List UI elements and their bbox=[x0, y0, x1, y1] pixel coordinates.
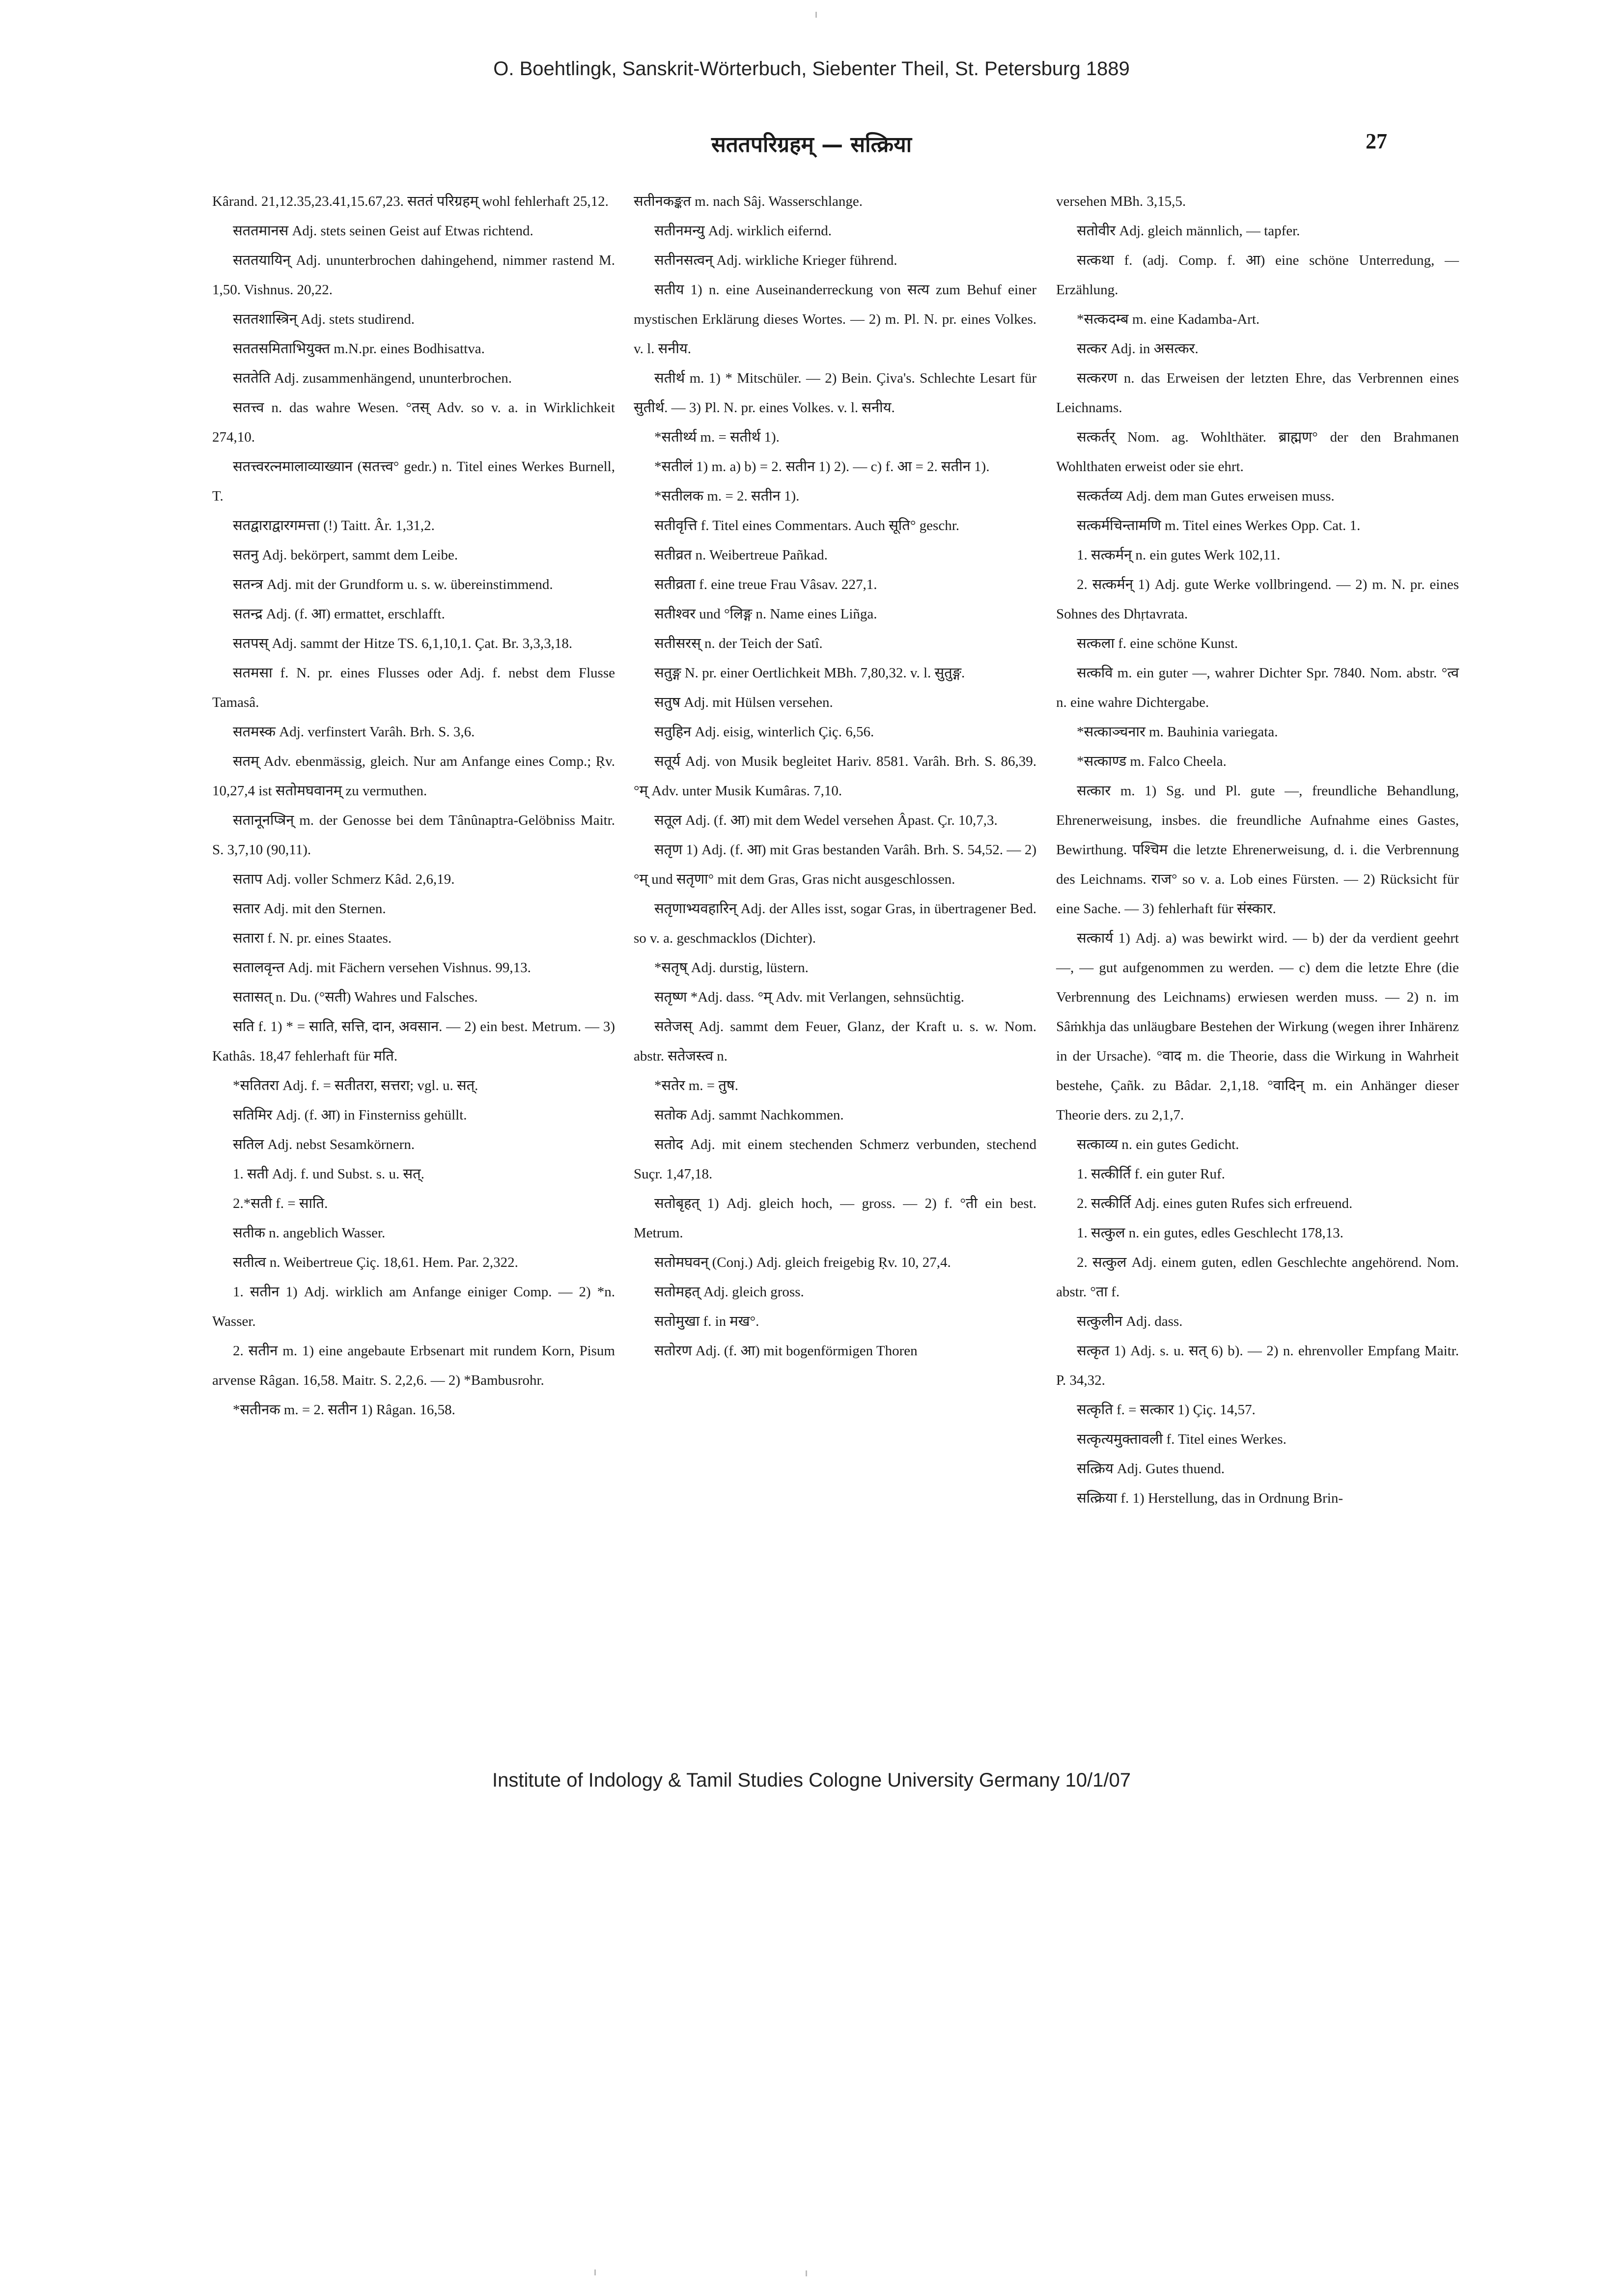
dictionary-entry: *सतीलं 1) m. a) b) = 2. सतीन 1) 2). — c) f. आ = 2. सतीन 1). bbox=[654, 459, 990, 475]
dictionary-entry: 2. सत्कर्मन् 1) Adj. gute Werke vollbringend. — 2) m. N. pr. eines Sohnes des Dhṛtavrata. bbox=[1056, 577, 1459, 622]
dictionary-entry: सत्कथा f. (adj. Comp. f. आ) eine schöne Unterredung, — Erzählung. bbox=[1056, 252, 1459, 298]
dictionary-entry: सतत्त्व n. das wahre Wesen. °तस् Adv. so v. a. in Wirklichkeit 274,10. bbox=[212, 400, 615, 445]
dictionary-entry: सत्कृत 1) Adj. s. u. सत् 6) b). — 2) n. ehrenvoller Empfang Maitr. P. 34,32. bbox=[1056, 1343, 1459, 1388]
dictionary-entry: सत्कर्तर् Nom. ag. Wohlthäter. ब्राह्मण° der den Brahmanen Wohlthaten erweist oder sie ehrt. bbox=[1056, 429, 1459, 475]
scan-mark bbox=[815, 12, 817, 18]
dictionary-entry: सतन्त्र Adj. mit der Grundform u. s. w. übereinstimmend. bbox=[233, 577, 553, 592]
dictionary-entry: *सतीर्थ्य m. = सतीर्थ 1). bbox=[654, 429, 780, 445]
dictionary-entry: सतीनसत्वन् Adj. wirkliche Krieger führend. bbox=[654, 252, 897, 268]
dictionary-entry: सतमसा f. N. pr. eines Flusses oder Adj. f. nebst dem Flusse Tamasâ. bbox=[212, 665, 615, 710]
dictionary-entry: सतिल Adj. nebst Sesamkörnern. bbox=[233, 1137, 415, 1152]
dictionary-entry: सतीय 1) n. eine Auseinanderreckung von सत्य zum Behuf einer mystischen Erklärung dieses Wortes. — 2) m. Pl. N. pr. eines Volkes. v. l. सनीय. bbox=[634, 282, 1036, 357]
dictionary-entry: सत्कार m. 1) Sg. und Pl. gute —, freundliche Behandlung, Ehrenerweisung, insbes. die freundliche Aufnahme eines Gastes, Bewirthung. पश्चिम die letzte Ehrenerweisung, d. i. die Verbrennung des Leichnams. राज° so v. a. Lob eines Fürsten. — 2) Rücksicht für eine Sache. — 3) fehlerhaft für संस्कार. bbox=[1056, 783, 1459, 917]
dictionary-entry: सतीनमन्यु Adj. wirklich eifernd. bbox=[654, 223, 832, 239]
dictionary-entry: सतमस्क Adj. verfinstert Varâh. Brh. S. 3,6. bbox=[233, 724, 475, 740]
dictionary-entry: सतिमिर Adj. (f. आ) in Finsterniss gehüllt. bbox=[233, 1107, 467, 1123]
dictionary-entry: सतूर्य Adj. von Musik begleitet Hariv. 8581. Varâh. Brh. S. 86,39. °म् Adv. unter Musik Kumâras. 7,10. bbox=[634, 754, 1036, 799]
dictionary-entry: सत्काव्य n. ein gutes Gedicht. bbox=[1077, 1137, 1239, 1152]
dictionary-entry: सतीक n. angeblich Wasser. bbox=[233, 1225, 386, 1241]
dictionary-entry: सतृष्ण *Adj. dass. °म् Adv. mit Verlangen, sehnsüchtig. bbox=[654, 989, 965, 1005]
dictionary-entry: सतद्वाराद्वारगमत्ता (!) Taitt. Âr. 1,31,2. bbox=[233, 518, 435, 533]
dictionary-entry: सततशास्त्रिन् Adj. stets studirend. bbox=[233, 311, 415, 327]
dictionary-entry: सत्कृत्यमुक्तावली f. Titel eines Werkes. bbox=[1077, 1431, 1287, 1447]
dictionary-entry: सतार Adj. mit den Sternen. bbox=[233, 901, 386, 917]
dictionary-entry: सततमानस Adj. stets seinen Geist auf Etwas richtend. bbox=[233, 223, 533, 239]
dictionary-entry: सतुङ्ग N. pr. einer Oertlichkeit MBh. 7,80,32. v. l. सुतुङ्ग. bbox=[654, 665, 965, 681]
page-number: 27 bbox=[1366, 129, 1387, 153]
dictionary-entry: सत्कवि m. ein guter —, wahrer Dichter Spr. 7840. Nom. abstr. °त्व n. eine wahre Dichtergabe. bbox=[1056, 665, 1459, 710]
dictionary-entry: सतनु Adj. bekörpert, sammt dem Leibe. bbox=[233, 547, 458, 563]
page-headwords: सततपरिग्रहम् — सत्क्रिया bbox=[711, 132, 912, 157]
dictionary-entry: सतोमुखा f. in मख°. bbox=[654, 1314, 759, 1329]
dictionary-entry: *सतीलक m. = 2. सतीन 1). bbox=[654, 488, 800, 504]
dictionary-entry: सत्कृति f. = सत्कार 1) Çiç. 14,57. bbox=[1077, 1402, 1256, 1418]
dictionary-entry: सतीवृत्ति f. Titel eines Commentars. Auch सूति° geschr. bbox=[654, 518, 960, 533]
dictionary-entry: सतोबृहत् 1) Adj. gleich hoch, — gross. — 2) f. °ती ein best. Metrum. bbox=[634, 1196, 1036, 1241]
dictionary-entry: सत्करण n. das Erweisen der letzten Ehre, das Verbrennen eines Leichnams. bbox=[1056, 370, 1459, 416]
dictionary-column-1 bbox=[212, 187, 615, 1425]
dictionary-entry: सततसमिताभियुक्त m.N.pr. eines Bodhisattva. bbox=[233, 341, 485, 357]
dictionary-entry: सत्कुलीन Adj. dass. bbox=[1077, 1314, 1183, 1329]
dictionary-entry: *सतृष् Adj. durstig, lüstern. bbox=[654, 960, 809, 976]
dictionary-entry: सतपस् Adj. sammt der Hitze TS. 6,1,10,1. Çat. Br. 3,3,3,18. bbox=[233, 636, 573, 651]
dictionary-entry: सतत्त्वरत्नमालाव्याख्यान (सतत्त्व° gedr.) n. Titel eines Werkes Burnell, T. bbox=[212, 459, 615, 504]
dictionary-entry: 1. सत्कुल n. ein gutes, edles Geschlecht 178,13. bbox=[1077, 1225, 1343, 1241]
dictionary-entry: 1. सत्कीर्ति f. ein guter Ruf. bbox=[1077, 1166, 1225, 1182]
dictionary-entry: सतृणाभ्यवहारिन् Adj. der Alles isst, sogar Gras, in übertragener Bed. so v. a. geschmacklos (Dichter). bbox=[634, 901, 1036, 946]
dictionary-entry: सत्कला f. eine schöne Kunst. bbox=[1077, 636, 1238, 651]
dictionary-entry: *सतितरा Adj. f. = सतीतरा, सत्तरा; vgl. u. सत्. bbox=[233, 1078, 478, 1093]
dictionary-entry: सतालवृन्त Adj. mit Fächern versehen Vishnus. 99,13. bbox=[233, 960, 531, 976]
dictionary-entry: *सत्काण्ड m. Falco Cheela. bbox=[1077, 754, 1227, 769]
dictionary-entry: *सत्काञ्चनार m. Bauhinia variegata. bbox=[1077, 724, 1278, 740]
dictionary-entry: सत्कर्तव्य Adj. dem man Gutes erweisen muss. bbox=[1077, 488, 1335, 504]
dictionary-entry: सतीसरस् n. der Teich der Satî. bbox=[654, 636, 823, 651]
dictionary-entry: सतीर्थ m. 1) * Mitschüler. — 2) Bein. Çiva's. Schlechte Lesart für सुतीर्थ. — 3) Pl. N. pr. eines Volkes. v. l. सनीय. bbox=[634, 370, 1036, 416]
dictionary-entry: 1. सतीन 1) Adj. wirklich am Anfange einiger Comp. — 2) *n. Wasser. bbox=[212, 1284, 615, 1329]
dictionary-entry: 1. सती Adj. f. und Subst. s. u. सत्. bbox=[233, 1166, 424, 1182]
dictionary-entry: सतूल Adj. (f. आ) mit dem Wedel versehen Âpast. Çr. 10,7,3. bbox=[654, 812, 998, 828]
dictionary-entry: सतीनकङ्कत m. nach Sâj. Wasserschlange. bbox=[634, 194, 863, 209]
dictionary-entry: सतोक Adj. sammt Nachkommen. bbox=[654, 1107, 844, 1123]
dictionary-entry: सतारा f. N. pr. eines Staates. bbox=[233, 930, 392, 946]
dictionary-entry: सत्क्रिया f. 1) Herstellung, das in Ordnung Brin- bbox=[1077, 1490, 1343, 1506]
dictionary-entry: सतोमघवन् (Conj.) Adj. gleich freigebig Ṛv. 10, 27,4. bbox=[654, 1255, 951, 1270]
scan-mark bbox=[594, 2269, 596, 2275]
dictionary-entry: सतुहिन Adj. eisig, winterlich Çiç. 6,56. bbox=[654, 724, 874, 740]
dictionary-entry: सतुष Adj. mit Hülsen versehen. bbox=[654, 695, 833, 710]
dictionary-entry: versehen MBh. 3,15,5. bbox=[1056, 194, 1186, 209]
dictionary-entry: सतोरण Adj. (f. आ) mit bogenförmigen Thoren bbox=[654, 1343, 918, 1359]
dictionary-column-3 bbox=[1056, 187, 1459, 1513]
dictionary-entry: सतीव्रता f. eine treue Frau Vâsav. 227,1. bbox=[654, 577, 877, 592]
dictionary-entry: सततयायिन् Adj. ununterbrochen dahingehend, nimmer rastend M. 1,50. Vishnus. 20,22. bbox=[212, 252, 615, 298]
dictionary-entry: 2. सत्कीर्ति Adj. eines guten Rufes sich erfreuend. bbox=[1077, 1196, 1353, 1211]
dictionary-entry: सतीव्रत n. Weibertreue Pañkad. bbox=[654, 547, 828, 563]
source-header: O. Boehtlingk, Sanskrit-Wörterbuch, Siebenter Theil, St. Petersburg 1889 bbox=[493, 58, 1130, 80]
dictionary-entry: सतासत् n. Du. (°सती) Wahres und Falsches. bbox=[233, 989, 478, 1005]
dictionary-entry: सतम् Adv. ebenmässig, gleich. Nur am Anfange eines Comp.; Ṛv. 10,27,4 ist सतोमघवानम् zu vermuthen. bbox=[212, 754, 615, 799]
dictionary-entry: सतन्द्र Adj. (f. आ) ermattet, erschlafft. bbox=[233, 606, 445, 622]
dictionary-entry: 1. सत्कर्मन् n. ein gutes Werk 102,11. bbox=[1077, 547, 1281, 563]
dictionary-entry: सतोवीर Adj. gleich männlich, — tapfer. bbox=[1077, 223, 1300, 239]
dictionary-entry: सतीत्व n. Weibertreue Çiç. 18,61. Hem. Par. 2,322. bbox=[233, 1255, 518, 1270]
dictionary-entry: 2. सत्कुल Adj. einem guten, edlen Geschlechte angehörend. Nom. abstr. °ता f. bbox=[1056, 1255, 1459, 1300]
dictionary-entry: सततेति Adj. zusammenhängend, ununterbrochen. bbox=[233, 370, 512, 386]
dictionary-entry: *सतीनक m. = 2. सतीन 1) Râgan. 16,58. bbox=[233, 1402, 455, 1418]
dictionary-entry: *सतेर m. = तुष. bbox=[654, 1078, 738, 1093]
dictionary-entry: सत्कर Adj. in असत्कर. bbox=[1077, 341, 1199, 357]
dictionary-entry: 2. सतीन m. 1) eine angebaute Erbsenart mit rundem Korn, Pisum arvense Râgan. 16,58. Maitr. S. 2,2,6. — 2) *Bambusrohr. bbox=[212, 1343, 615, 1388]
institute-footer: Institute of Indology & Tamil Studies Cologne University Germany 10/1/07 bbox=[492, 1769, 1131, 1791]
dictionary-entry: सतीश्वर und °लिङ्ग n. Name eines Liñga. bbox=[654, 606, 877, 622]
dictionary-entry: 2.*सती f. = साति. bbox=[233, 1196, 328, 1211]
dictionary-entry: सतोद Adj. mit einem stechenden Schmerz verbunden, stechend Suçr. 1,47,18. bbox=[634, 1137, 1036, 1182]
dictionary-entry: Kârand. 21,12.35,23.41,15.67,23. सततं परिग्रहम् wohl fehlerhaft 25,12. bbox=[212, 194, 609, 209]
dictionary-entry: सताप Adj. voller Schmerz Kâd. 2,6,19. bbox=[233, 871, 455, 887]
dictionary-entry: सत्क्रिय Adj. Gutes thuend. bbox=[1077, 1461, 1225, 1477]
dictionary-entry: सति f. 1) * = साति, सत्ति, दान, अवसान. — 2) ein best. Metrum. — 3) Kathâs. 18,47 fehlerhaft für मति. bbox=[212, 1019, 615, 1064]
dictionary-entry: सतानूनप्त्रिन् m. der Genosse bei dem Tânûnaptra-Gelöbniss Maitr. S. 3,7,10 (90,11). bbox=[212, 812, 615, 858]
dictionary-entry: सतृण 1) Adj. (f. आ) mit Gras bestanden Varâh. Brh. S. 54,52. — 2) °म् und सतृणा° mit dem Gras, Gras nicht ausgeschlossen. bbox=[634, 842, 1036, 887]
dictionary-column-2 bbox=[634, 187, 1036, 1366]
dictionary-entry: सत्कार्य 1) Adj. a) was bewirkt wird. — b) der da verdient geehrt —, — gut aufgenommen zu werden. — c) dem die letzte Ehre (die Verbrennung des Leichnams) erwiesen werden muss. — 2) n. im Sâṁkhja das unläugbare Bestehen der Wirkung (wegen ihrer Inhärenz in der Ursache). °वाद m. die Theorie, dass die Wirkung in Wahrheit bestehe, Çañk. zu Bâdar. 2,1,18. °वादिन् m. ein Anhänger dieser Theorie ders. zu 2,1,7. bbox=[1056, 930, 1459, 1123]
dictionary-entry: *सत्कदम्ब m. eine Kadamba-Art. bbox=[1077, 311, 1260, 327]
dictionary-entry: सतेजस् Adj. sammt dem Feuer, Glanz, der Kraft u. s. w. Nom. abstr. सतेजस्त्व n. bbox=[634, 1019, 1036, 1064]
dictionary-entry: सत्कर्मचिन्तामणि m. Titel eines Werkes Opp. Cat. 1. bbox=[1077, 518, 1361, 533]
scan-mark bbox=[806, 2270, 807, 2276]
dictionary-entry: सतोमहत् Adj. gleich gross. bbox=[654, 1284, 804, 1300]
